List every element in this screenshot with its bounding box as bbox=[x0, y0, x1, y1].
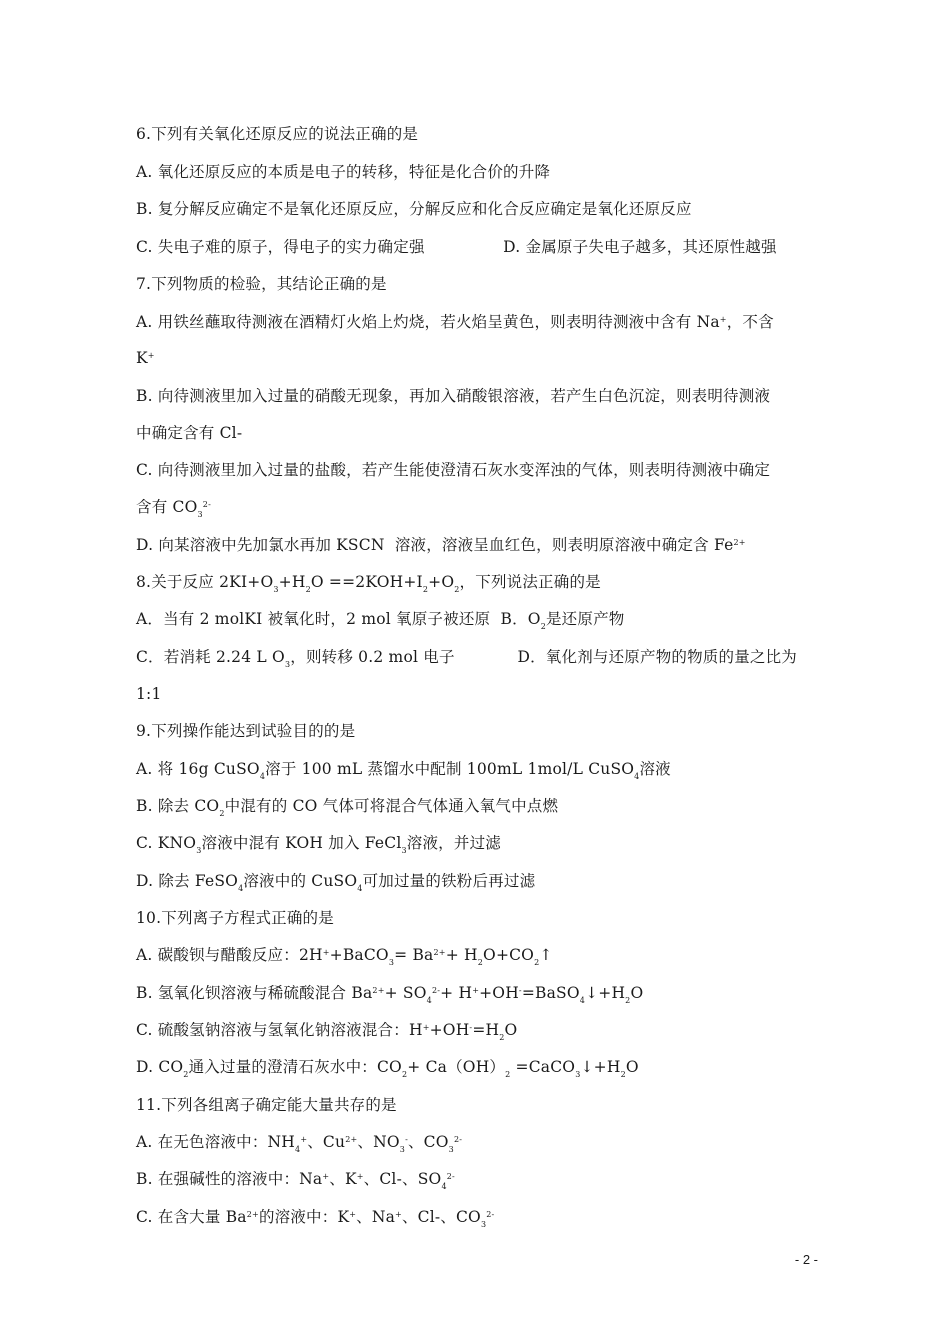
question-10-option-b: B. 氢氧化钡溶液与稀硫酸混合 $Ba^{2+}+ SO_4^{2-}+$ $H^++OH^-=BaSO_4↓+H_2O$ bbox=[136, 984, 644, 1005]
question-8-options-cd: C．若消耗 2.24 L $O_3$，则转移 0.2 mol 电子 D．氧化剂与还原产物的物质的量之比为 bbox=[136, 648, 797, 669]
question-9-option-c: C. $KNO_3$溶液中混有 KOH 加入 FeCl$_3$溶液，并过滤 bbox=[136, 834, 501, 855]
question-8-stem: 8.关于反应 $2KI+O_3+H_2O ==2KOH+I_2+O_2$，下列说法正确的是 bbox=[136, 573, 601, 594]
question-7-option-d: D. 向某溶液中先加氯水再加 KSCN 溶液，溶液呈血红色，则表明原溶液中确定含 $Fe^{2+}$ bbox=[136, 536, 746, 554]
question-11-stem: 11.下列各组离子确定能大量共存的是 bbox=[136, 1096, 397, 1114]
question-9-option-a: A. 将 16g CuSO$_4$溶于 100 mL 蒸馏水中配制 100mL 1mol/L CuSO$_4$溶液 bbox=[136, 760, 671, 781]
question-7-option-c-cont: 含有 $CO_3^{2-}$ bbox=[136, 498, 211, 519]
question-7-option-b: B. 向待测液里加入过量的硝酸无现象，再加入硝酸银溶液，若产生白色沉淀，则表明待测液 bbox=[136, 387, 771, 405]
question-10-stem: 10.下列离子方程式正确的是 bbox=[136, 909, 334, 927]
question-7-option-c: C. 向待测液里加入过量的盐酸，若产生能使澄清石灰水变浑浊的气体，则表明待测液中确定 bbox=[136, 461, 771, 479]
question-10-option-c: C. 硫酸氢钠溶液与氢氧化钠溶液混合：$H^++OH^-=H_2O$ bbox=[136, 1021, 518, 1042]
question-7-option-a: A. 用铁丝蘸取待测液在酒精灯火焰上灼烧，若火焰呈黄色，则表明待测液中含有 Na+，不含 bbox=[136, 313, 774, 331]
question-8-options-ab: A．当有 2 molKI 被氧化时，2 mol 氧原子被还原 B．$O_2$是还原产物 bbox=[136, 610, 625, 631]
question-7-option-a-cont: K+ bbox=[136, 349, 155, 367]
question-9-stem: 9.下列操作能达到试验目的的是 bbox=[136, 722, 356, 740]
question-9-option-b: B. 除去 $CO_2$中混有的 CO 气体可将混合气体通入氧气中点燃 bbox=[136, 797, 559, 818]
question-11-option-b: B. 在强碱性的溶液中：Na+、K+、Cl-、$SO_4^{2-}$ bbox=[136, 1170, 455, 1191]
page-number: - 2 - bbox=[794, 1252, 818, 1267]
question-6-option-a: A. 氧化还原反应的本质是电子的转移，特征是化合价的升降 bbox=[136, 163, 551, 181]
question-11-option-c: C. 在含大量 $Ba^{2+}$的溶液中：K+、Na+、Cl-、$CO_3^{2-}$ bbox=[136, 1208, 495, 1229]
question-7-option-b-cont: 中确定含有 Cl- bbox=[136, 424, 243, 442]
question-9-option-d: D. 除去 FeSO$_4$溶液中的 CuSO$_4$可加过量的铁粉后再过滤 bbox=[136, 872, 536, 893]
question-7-stem: 7.下列物质的检验，其结论正确的是 bbox=[136, 275, 387, 293]
question-11-option-a: A. 在无色溶液中：$NH_4^+$、$Cu^{2+}$、$NO_3^-$、$CO_3^{2-}$ bbox=[136, 1133, 463, 1154]
question-6-stem: 6.下列有关氧化还原反应的说法正确的是 bbox=[136, 125, 419, 143]
question-6-option-b: B. 复分解反应确定不是氧化还原反应，分解反应和化合反应确定是氧化还原反应 bbox=[136, 200, 692, 218]
question-10-option-d: D. $CO_2$通入过量的澄清石灰水中：$CO_2+ Ca(OH)_2$ $=CaCO_3↓+H_2O$ bbox=[136, 1058, 639, 1079]
question-8-option-d-cont: 1:1 bbox=[136, 685, 162, 703]
question-10-option-a: A. 碳酸钡与醋酸反应：2H++BaCO$_3$= $Ba^{2+}+$ $H_2O+CO_2↑$ bbox=[136, 946, 553, 967]
question-6-options-cd: C. 失电子难的原子，得电子的实力确定强 D. 金属原子失电子越多，其还原性越强 bbox=[136, 238, 777, 256]
